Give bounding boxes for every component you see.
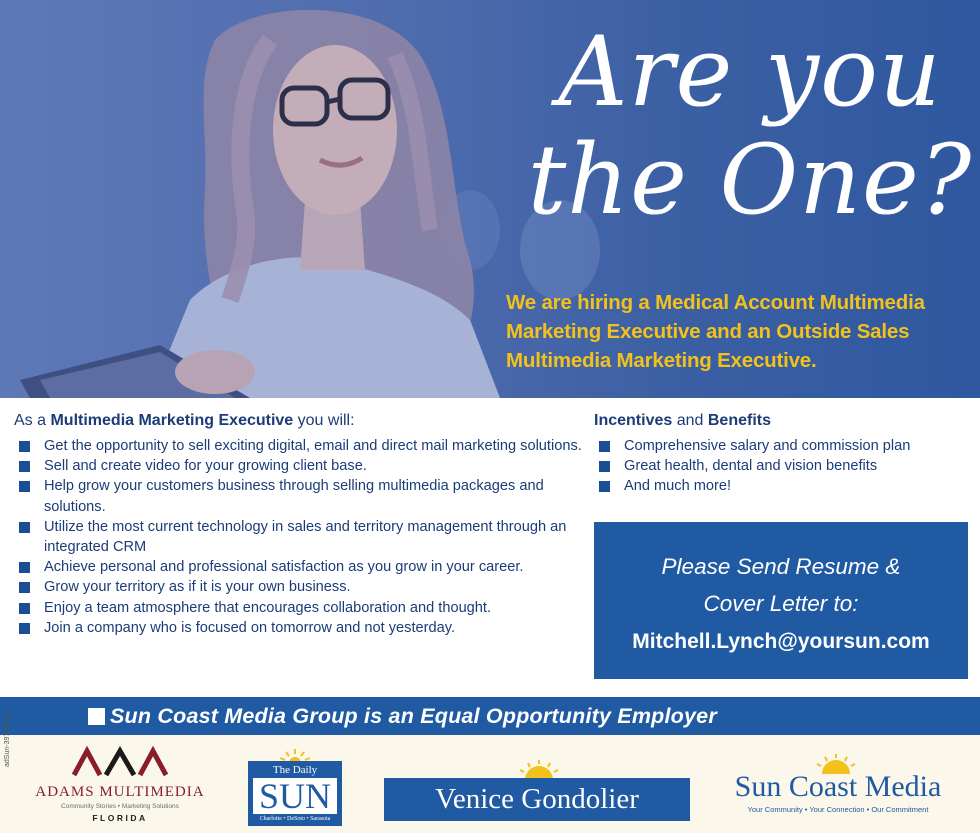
adams-tagline: Community Stories • Marketing Solutions xyxy=(61,803,179,810)
venice-gondolier-logo: Venice Gondolier xyxy=(384,778,690,821)
contact-email[interactable]: Mitchell.Lynch@yoursun.com xyxy=(632,630,930,653)
contact-line-2: Cover Letter to: xyxy=(703,591,859,616)
square-bullet-icon xyxy=(19,623,30,634)
square-bullet-icon xyxy=(19,582,30,593)
headline xyxy=(520,18,980,234)
adams-multimedia-logo xyxy=(30,745,210,827)
adams-name: ADAMS MULTIMEDIA xyxy=(35,784,205,800)
sun-coast-media-name: Sun Coast Media xyxy=(734,770,942,803)
list-item: Sell and create video for your growing client base. xyxy=(14,456,584,476)
list-item: Join a company who is focused on tomorrow and not yesterday. xyxy=(14,618,584,638)
headline-line-2: the One? xyxy=(527,124,973,236)
square-bullet-icon xyxy=(88,708,105,725)
daily-sun-logo xyxy=(246,747,344,827)
list-item: And much more! xyxy=(594,476,970,496)
daily-the: The Daily xyxy=(272,764,318,776)
list-item: Enjoy a team atmosphere that encourages collaboration and thought. xyxy=(14,598,584,618)
ad-code: adSun-3975229-1 xyxy=(4,710,11,767)
list-item: Help grow your customers business through selling multimedia packages and solutions. xyxy=(14,476,584,516)
responsibilities-heading: As a Multimedia Marketing Executive you will: xyxy=(14,412,355,429)
equal-opportunity-text: Sun Coast Media Group is an Equal Opportunity Employer xyxy=(110,703,717,728)
list-item: Get the opportunity to sell exciting digital, email and direct mail marketing solutions. xyxy=(14,436,584,456)
hiring-announcement: We are hiring a Medical Account Multimedia Marketing Executive and an Outside Sales Multimedia Marketing Executive. xyxy=(506,291,925,372)
square-bullet-icon xyxy=(599,441,610,452)
square-bullet-icon xyxy=(599,481,610,492)
sun-rays-icon xyxy=(517,760,561,780)
daily-areas: Charlotte • DeSoto • Sarasota xyxy=(259,816,331,822)
list-item: Grow your territory as if it is your own business. xyxy=(14,577,584,597)
square-bullet-icon xyxy=(19,441,30,452)
hero-banner xyxy=(0,0,980,398)
responsibilities-list xyxy=(14,436,584,638)
list-item: Utilize the most current technology in sales and territory management through an integrated CRM xyxy=(14,517,584,557)
list-item: Comprehensive salary and commission plan xyxy=(594,436,970,456)
sun-coast-media-logo xyxy=(718,770,958,814)
benefits-list xyxy=(594,436,970,497)
square-bullet-icon xyxy=(19,562,30,573)
list-item: Great health, dental and vision benefits xyxy=(594,456,970,476)
headline-line-1: Are you xyxy=(558,16,942,128)
square-bullet-icon xyxy=(19,481,30,492)
list-item: Achieve personal and professional satisfaction as you grow in your career. xyxy=(14,557,584,577)
square-bullet-icon xyxy=(19,461,30,472)
benefits-heading: Incentives and Benefits xyxy=(594,412,771,429)
contact-box xyxy=(594,522,968,679)
square-bullet-icon xyxy=(599,461,610,472)
adams-state: FLORIDA xyxy=(92,813,148,823)
benefits-section xyxy=(594,410,970,497)
contact-line-1: Please Send Resume & xyxy=(661,554,901,579)
equal-opportunity-banner xyxy=(0,697,980,735)
triple-chevron-icon xyxy=(70,745,170,777)
square-bullet-icon xyxy=(19,603,30,614)
responsibilities-section xyxy=(14,410,584,638)
sun-coast-media-tagline: Your Community • Your Connection • Our Commitment xyxy=(747,805,929,814)
square-bullet-icon xyxy=(19,522,30,533)
daily-sun-wordmark: SUN xyxy=(258,776,332,816)
